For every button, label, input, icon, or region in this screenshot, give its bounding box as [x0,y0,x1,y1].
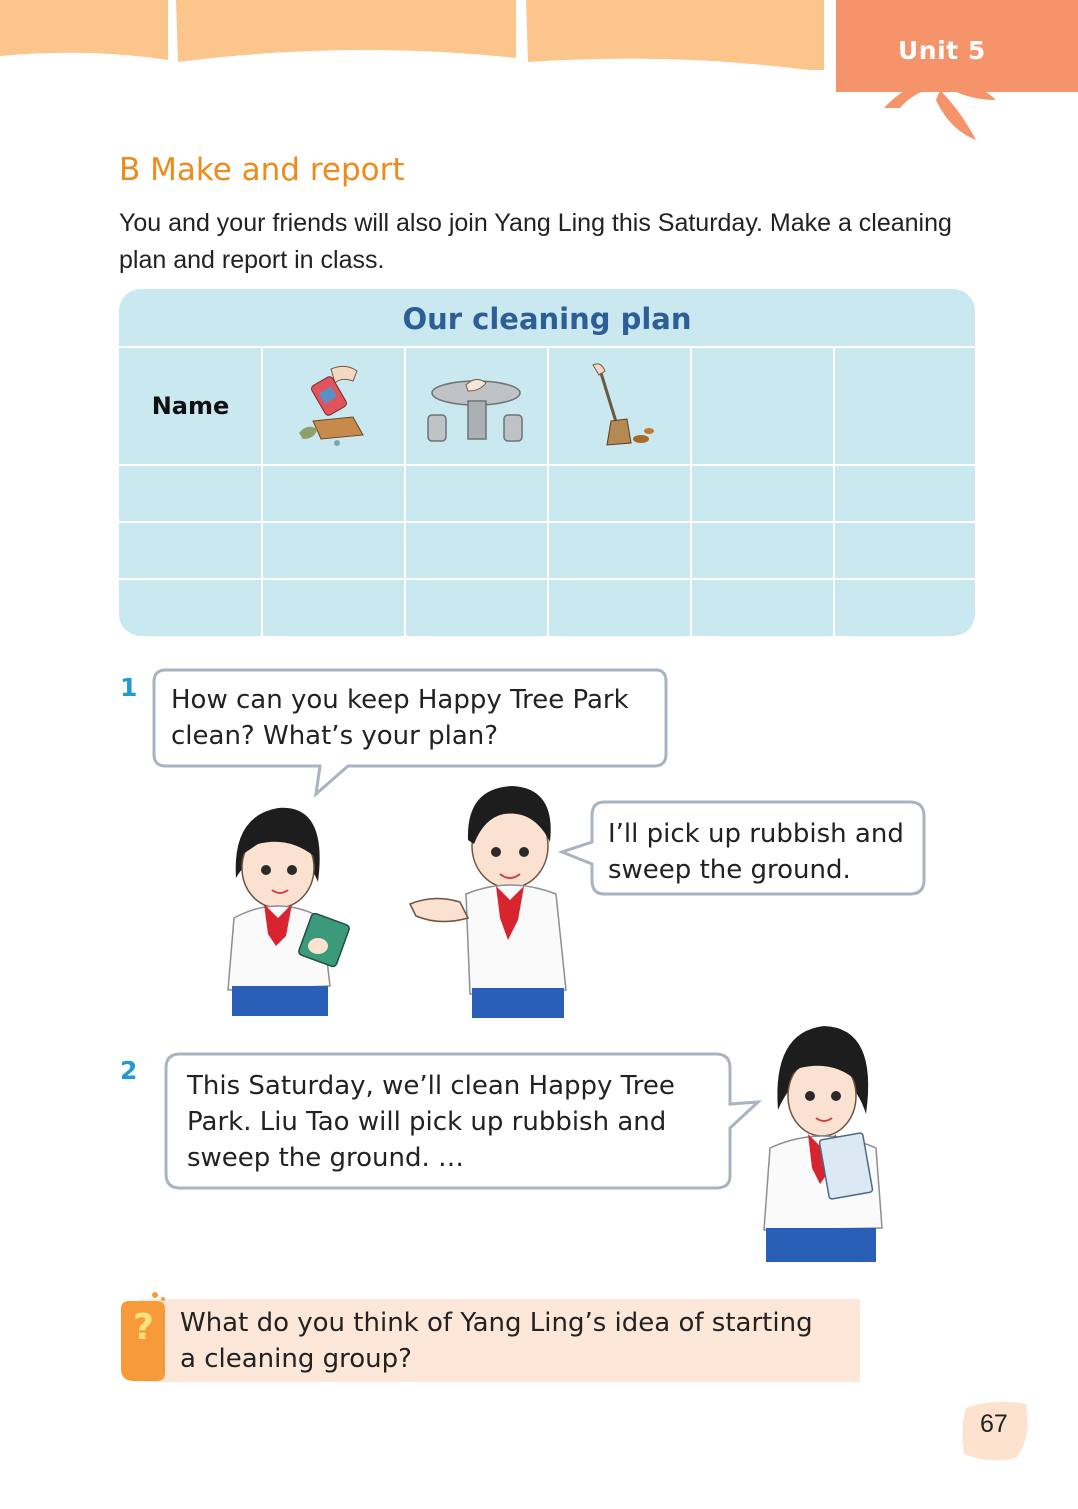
think-line: a cleaning group? [180,1344,412,1374]
question-badge: ? [133,1307,154,1348]
name-column-header: Name [151,392,230,420]
question-mark-icon [119,1289,167,1381]
bubble-text [187,1068,675,1176]
table-divider [547,347,549,636]
table-title: Our cleaning plan [402,302,692,336]
question-line: How can you keep Happy Tree Park [171,685,629,715]
cleaning-plan-table [119,289,975,636]
clean-table-icon [424,371,528,447]
bubble-text [608,816,904,888]
report-line: Park. Liu Tao will pick up rubbish and [187,1107,667,1137]
report-line: sweep the ground. … [187,1143,465,1173]
table-divider [690,347,692,636]
think-question-text [180,1305,860,1377]
answer-line: I’ll pick up rubbish and [608,819,904,849]
pick-up-rubbish-icon [291,359,371,449]
girl-with-notebook-illustration [218,786,368,1018]
report-line: This Saturday, we’ll clean Happy Tree [187,1071,675,1101]
bubble-text [171,682,629,754]
page-number: 67 [980,1410,1008,1438]
instructions: You and your friends will also join Yang Ling this Saturday. Make a cleaning plan and report in class. [119,209,952,274]
answer-line: sweep the ground. [608,855,851,885]
leaf-decoration-icon [880,60,1000,144]
table-divider [404,347,406,636]
dialogue-number: 2 [120,1056,138,1085]
unit-label: Unit 5 [898,36,986,65]
question-line: clean? What’s your plan? [171,721,499,751]
think-line: What do you think of Yang Ling’s idea of starting [180,1308,813,1338]
dialogue-number: 1 [120,673,138,702]
boy-illustration [404,780,574,1018]
sweep-ground-icon [583,359,663,451]
girl-reporting-illustration [756,1014,888,1264]
section-title: B Make and report [119,152,405,188]
table-divider [833,347,835,636]
